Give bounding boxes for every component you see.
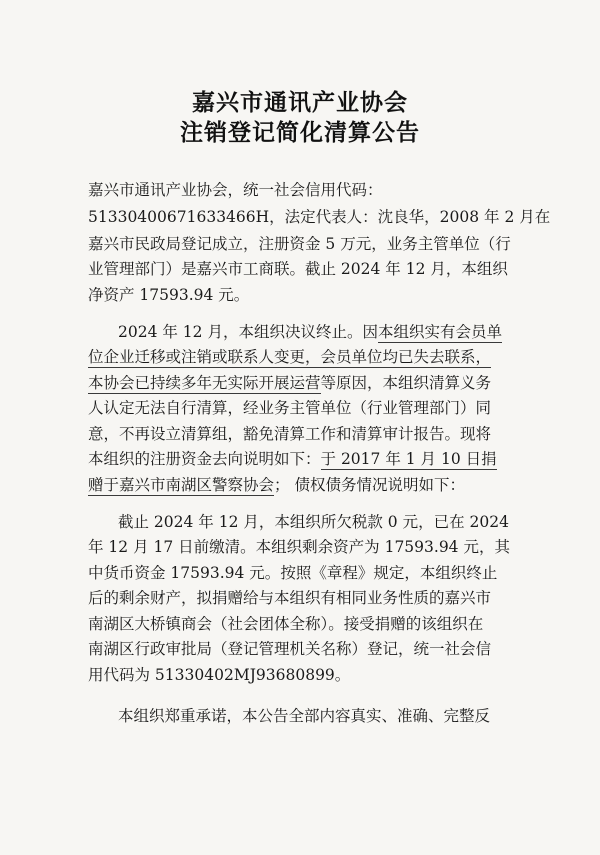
underlined-text: 赠于嘉兴市南湖区警察协会	[88, 476, 275, 494]
body-text: 中货币资金 17593.94 元。按照《章程》规定，本组织终止	[88, 564, 498, 582]
underlined-text: 于 2017 年 1 月 10 日捐	[320, 450, 497, 468]
body-line	[88, 234, 523, 254]
body-line	[88, 207, 551, 227]
body-line	[88, 614, 523, 634]
body-text: 嘉兴市通讯产业协会，统一社会信用代码：	[88, 181, 383, 199]
body-text: 51330400671633466H，法定代表人：沈良华，2008 年 2 月在	[88, 208, 551, 226]
body-line	[88, 639, 523, 659]
underlined-text: 位企业迁移或注销或联系人变更，会员单位均已失去联系，	[88, 348, 492, 366]
body-text: 等原因，本组织清算义务	[320, 374, 492, 392]
body-line	[88, 475, 523, 495]
body-text: 本组织郑重承诺，本公告全部内容真实、准确、完整反	[118, 707, 491, 725]
body-text: 后的剩余财产，拟捐赠给与本组织有相同业务性质的嘉兴市	[88, 589, 492, 607]
body-line	[88, 398, 523, 418]
document-title-line-2: 注销登记简化清算公告	[180, 120, 420, 146]
body-text: 意，不再设立清算组，豁免清算工作和清算审计报告。现将	[88, 425, 492, 443]
body-text: 南湖区行政审批局（登记管理机关名称）登记，统一社会信	[88, 640, 492, 658]
body-line	[88, 665, 523, 685]
body-line	[88, 563, 523, 583]
body-text: 截止 2024 年 12 月，本组织所欠税款 0 元，已在 2024	[118, 513, 509, 531]
body-line	[88, 180, 523, 200]
body-line	[88, 259, 523, 279]
body-text: 净资产 17593.94 元。	[88, 286, 250, 304]
body-line	[88, 347, 523, 367]
body-text: ； 债权债务情况说明如下：	[274, 476, 465, 494]
body-line	[88, 285, 523, 305]
underlined-text: 本协会已持续多年无实际开展运营	[88, 374, 321, 392]
body-text: 本组织的注册资金去向说明如下：	[88, 450, 321, 468]
document-title-line-1: 嘉兴市通讯产业协会	[192, 90, 408, 116]
body-line	[88, 588, 523, 608]
body-text: 用代码为 51330402MJ93680899。	[88, 666, 351, 684]
body-line	[88, 373, 523, 393]
body-line	[118, 322, 523, 342]
body-line	[118, 706, 523, 726]
body-line	[88, 449, 523, 469]
body-text: 嘉兴市民政局登记成立，注册资金 5 万元，业务主管单位（行	[88, 235, 511, 253]
body-line	[118, 512, 523, 532]
body-text: 南湖区大桥镇商会（社会团体全称）。接受捐赠的该组织在	[88, 615, 484, 633]
body-line	[88, 424, 523, 444]
underlined-text: 本组织实有会员单	[377, 323, 502, 341]
body-text: 2024 年 12 月，本组织决议终止。因	[118, 323, 378, 341]
body-text: 年 12 月 17 日前缴清。本组织剩余资产为 17593.94 元，其	[88, 538, 510, 556]
body-line	[88, 537, 523, 557]
body-text: 业管理部门）是嘉兴市工商联。截止 2024 年 12 月，本组织	[88, 260, 508, 278]
body-text: 人认定无法自行清算，经业务主管单位（行业管理部门）同	[88, 399, 492, 417]
